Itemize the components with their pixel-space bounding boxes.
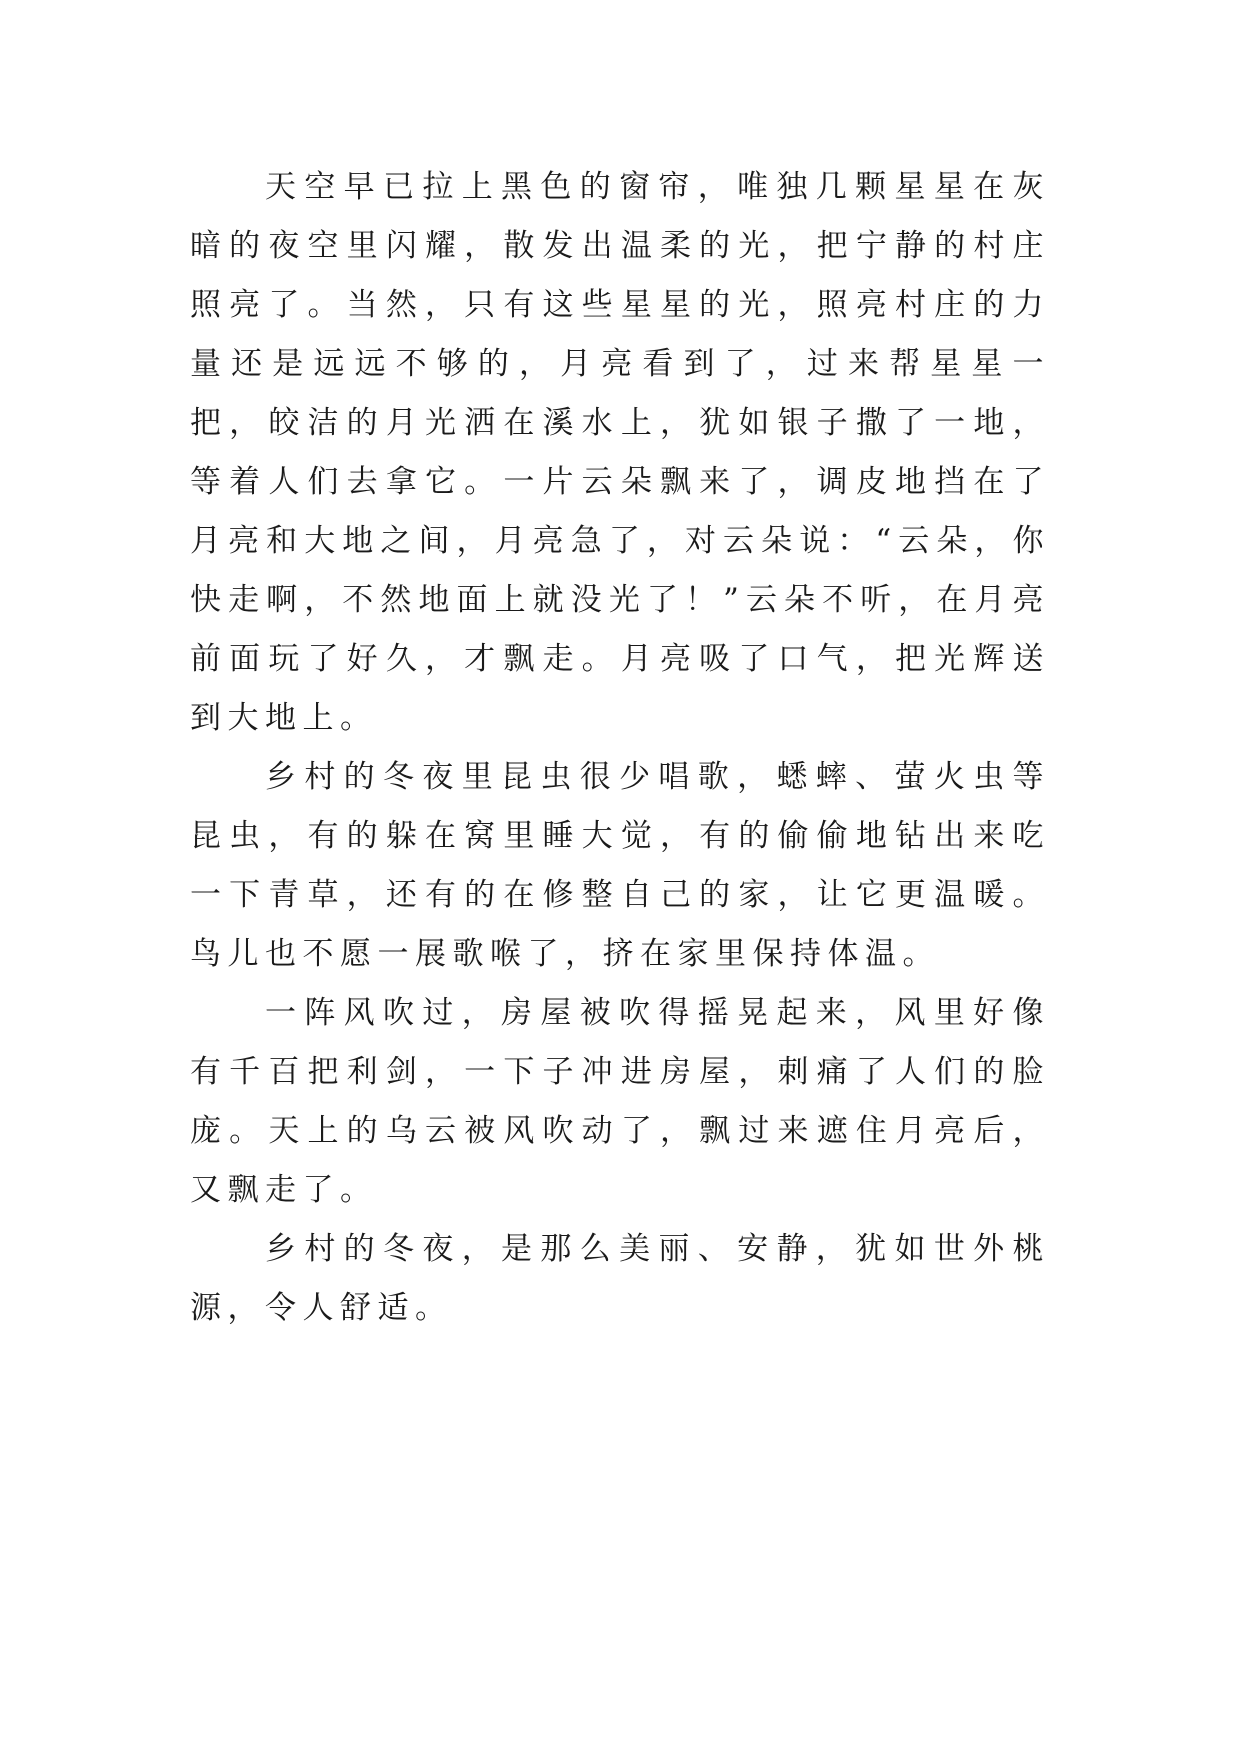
paragraph-4: 乡村的冬夜，是那么美丽、安静，犹如世外桃源，令人舒适。 [190, 1231, 1050, 1326]
paragraph-1: 天空早已拉上黑色的窗帘，唯独几颗星星在灰暗的夜空里闪耀，散发出温柔的光，把宁静的村庄照亮了。当然，只有这些星星的光，照亮村庄的力量还是远远不够的，月亮看到了，过来帮星星一把，皎洁的月光洒在溪水上，犹如银子撒了一地，等着人们去拿它。一片云朵飘来了，调皮地挡在了月亮和大地之间，月亮急了，对云朵说：“云朵，你快走啊，不然地面上就没光了！”云朵不听，在月亮前面玩了好久，才飘走。月亮吸了口气，把光辉送到大地上。 [190, 169, 1050, 736]
paragraph-2: 乡村的冬夜里昆虫很少唱歌，蟋蟀、萤火虫等昆虫，有的躲在窝里睡大觉，有的偷偷地钻出来吃一下青草，还有的在修整自己的家，让它更温暖。鸟儿也不愿一展歌喉了，挤在家里保持体温。 [190, 759, 1050, 972]
paragraph-3: 一阵风吹过，房屋被吹得摇晃起来，风里好像有千百把利剑，一下子冲进房屋，刺痛了人们的脸庞。天上的乌云被风吹动了，飘过来遮住月亮后，又飘走了。 [190, 995, 1050, 1208]
essay-body [190, 158, 1050, 1338]
